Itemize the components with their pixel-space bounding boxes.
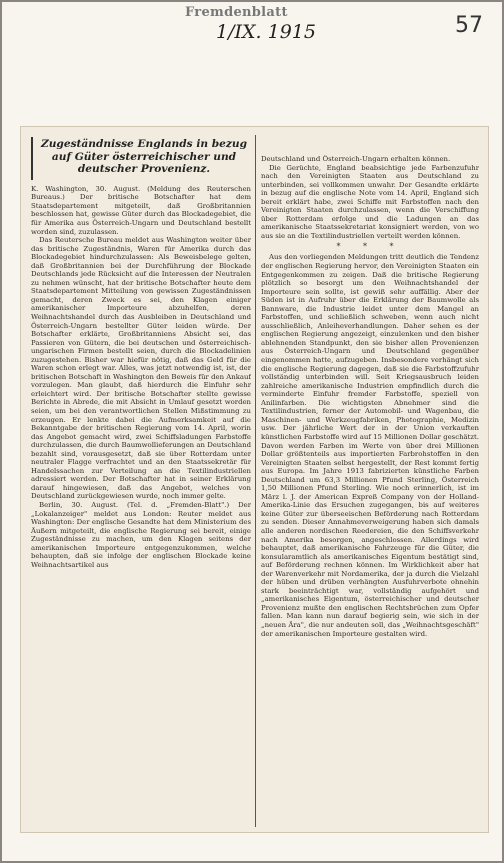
section-separator: * * *: [336, 242, 404, 252]
archive-sheet: [2, 2, 502, 861]
newspaper-clipping: [20, 126, 489, 833]
column-divider: [255, 135, 256, 827]
article-column-left: [31, 137, 251, 827]
article-headline: Zugeständnisse Englands in bezug auf Güter österreichischer und deutscher Provenienz.: [31, 137, 251, 180]
article-paragraph: K. Washington, 30. August. (Meldung des Reuterschen Bureaus.) Der britische Botschafter hat dem Staatsdepartement mitgeteilt, daß Großbritannien beschlossen hat, gewisse Güter durch das Blockadegebiet, die für Amerika aus Österreich-Ungarn und Deutschland bestellt worden sind, zuzulassen.: [31, 184, 251, 236]
article-paragraph: Aus den vorliegenden Meldungen tritt deutlich die Tendenz der englischen Regierung hervor, den Vereinigten Staaten ein Entgegenkommen zu zeigen. Daß die britische Regierung plötzlich so besorgt um den Weihnachtshandel der Importeure sein sollte, ist gewiß sehr auffällig. Aber der Süden ist in Aufruhr über die Erklärung der Baumwolle als Bannware, die Industrie leidet unter dem Mangel an Farbstoffen, und schließlich schweben, wenn auch nicht ausschließlich, Anleiheverhandlungen. Daher sehen es der englischen Regierung angezeigt, einzulenken und den bisher ablehnenden Standpunkt, den sie bisher allen Provenienzen aus Österreich-Ungarn und Deutschland gegenüber eingenommen hatte, aufzugeben. Insbesondere verhängt sich die englische Regierung dagegen, daß sie die Farbstoffzufuhr vollständig unterbinden will. Seit Kriegsausbruch leiden zahlreiche amerikanische Industrien empfindlich durch die verminderte Einfuhr fremder Farbstoffe, speziell von Anilinfarben. Die wichtigsten Abnehmer sind die Textilindustrien, ferner der Automobil- und Wagenbau, die Maschinen- und Werkzeugfabriken, Photographie, Medizin usw. Der jährliche Wert der in der Union verkauften künstlichen Farbstoffe wird auf 15 Millionen Dollar geschätzt. Davon werden Farben im Werte von über drei Millionen Dollar größtenteils aus importierten Farbrohstoffen in den Vereinigten Staaten selbst hergestellt, der Rest kommt fertig aus Europa. Im Jahre 1913 fabrizierten künstliche Farben Deutschland um 63,3 Millionen Pfund Sterling, Österreich 1,50 Millionen Pfund Sterling. Wie noch erinnerlich, ist im März l. J. der American Expreß Company von der Holland-Amerika-Linie das Ersuchen zugegangen, bis auf weiteres keine Güter zur überseeischen Beförderung nach Rotterdam zu senden. Dieser Annahmeverweigerung haben sich damals alle anderen nordischen Reedereien, die den Schiffsverkehr nach Amerika besorgen, angeschlossen. Allerdings wird behauptet, daß amerikanische Fahrzeuge für die Güter, die konsularamtlich als amerikanisches Eigentum bestätigt sind, auf Beförderung rechnen können. Im Wirklichkeit aber hat der Warenverkehr mit Nordamerika, der ja durch die Vielzahl der hüben und drüben verhängten Ausfuhrverbote ohnehin stark beeinträchtigt war, vollständig aufgehört und „amerikanisches Eigentum, österreichischer und deutscher Provenienz mußte den englischen Rechtsbrüchen zum Opfer fallen. Man kann nun darauf begierig sein, wie sich in der „neuen Ära", die nur andeuten soll, das „Weihnachtsgeschäft" der amerikanischen Importeure gestalten wird.: [261, 253, 479, 638]
handwritten-date: 1/IX. 1915: [216, 21, 316, 43]
handwritten-page-number: 57: [455, 13, 483, 38]
article-column-right: [261, 155, 479, 827]
source-stamp: Fremdenblatt: [185, 5, 288, 20]
article-paragraph: Berlin, 30. August. (Tel. d. „Fremden-Blatt".) Der „Lokalanzeiger" meldet aus London: Reuter meldet aus Washington: Der englische Gesandte hat dem Ministerium des Äußern mitgeteilt, die englische Regierung sei bereit, einige Zugeständnisse zu machen, um den Klagen seitens der amerikanischen Importeure entgegenzukommen, welche behaupten, daß sie infolge der englischen Blockade keine Weihnachtsartikel aus: [31, 501, 251, 569]
article-paragraph: Deutschland und Österreich-Ungarn erhalten können.: [261, 155, 451, 163]
article-paragraph: Die Gerüchte, England beabsichtige jede Farbenzufuhr nach den Vereinigten Staaten aus Deutschland zu unterbinden, sei vollkommen unwahr. Der Gesandte erklärte in bezug auf die englische Note vom 14. April, England sich bereit erklärt habe, zwei Schiffe mit Farbstoffen nach den Vereinigten Staaten durchzulassen, wenn die Verschiffung über Rotterdam erfolge und die Ladungen an das amerikanische Staatssekretariat konsigniert werden, von wo aus sie an die Textilindustriellen verteilt werden können.: [261, 163, 479, 240]
article-paragraph: Das Reutersche Bureau meldet aus Washington weiter über das britische Zugeständnis, Waren für Amerika durch das Blockadegebiet hindurchzulassen: Als Beweisbelege gelten, daß Großbritannien bei der Durchführung der Blockade Deutschlands jede Rücksicht auf die Interessen der Neutralen zu nehmen wünscht, hat der britische Botschafter heute dem Staatsdepartement Mitteilung von gewissen Zugeständnissen gemacht, deren Zweck es sei, den Klagen einiger amerikanischer Importeure abzuhelfen, deren Weihnachtshandel durch das Ausbleiben in Deutschland und Österreich-Ungarn bestellter Güter leiden würde. Der Botschafter erklärte, Großbritanniens Absicht sei, das Passieren von Gütern, die bei deutschen und österreichisch-ungarischen Firmen bestellt seien, durch die Blockadelinien zuzugestehen. Bisher war hiefür nötig, daß das Geld für die Waren schon erlegt war. Alles, was jetzt notwendig ist, ist, der britischen Botschaft in Washington den Beweis für den Ankauf vorzulegen. Man glaubt, daß hierdurch die Einfuhr sehr erleichtert wird. Der britische Botschafter stellte gewisse Berichte in Abrede, die mit Absicht in Umlauf gesetzt worden seien, um bei den verantwortlichen Stellen Mißstimmung zu erzeugen. Er lenkte dabei die Aufmerksamkeit auf die Bekanntgabe der britischen Regierung vom 14. April, worin das Angebot gemacht wird, zwei Schiffsladungen Farbstoffe durchzulassen, die durch Baumwollieferungen an Deutschland bezahlt sind, vorausgesetzt, daß sie über Rotterdam unter neutraler Flagge verfrachtet und an den Staatssekretär für Handelssachen zur Verteilung an die Textilindustriellen adressiert werden. Der Botschafter hat in seiner Erklärung darauf hingewiesen, daß das Angebot, welches von Deutschland zurückgewiesen wurde, noch immer gelte.: [31, 236, 251, 501]
